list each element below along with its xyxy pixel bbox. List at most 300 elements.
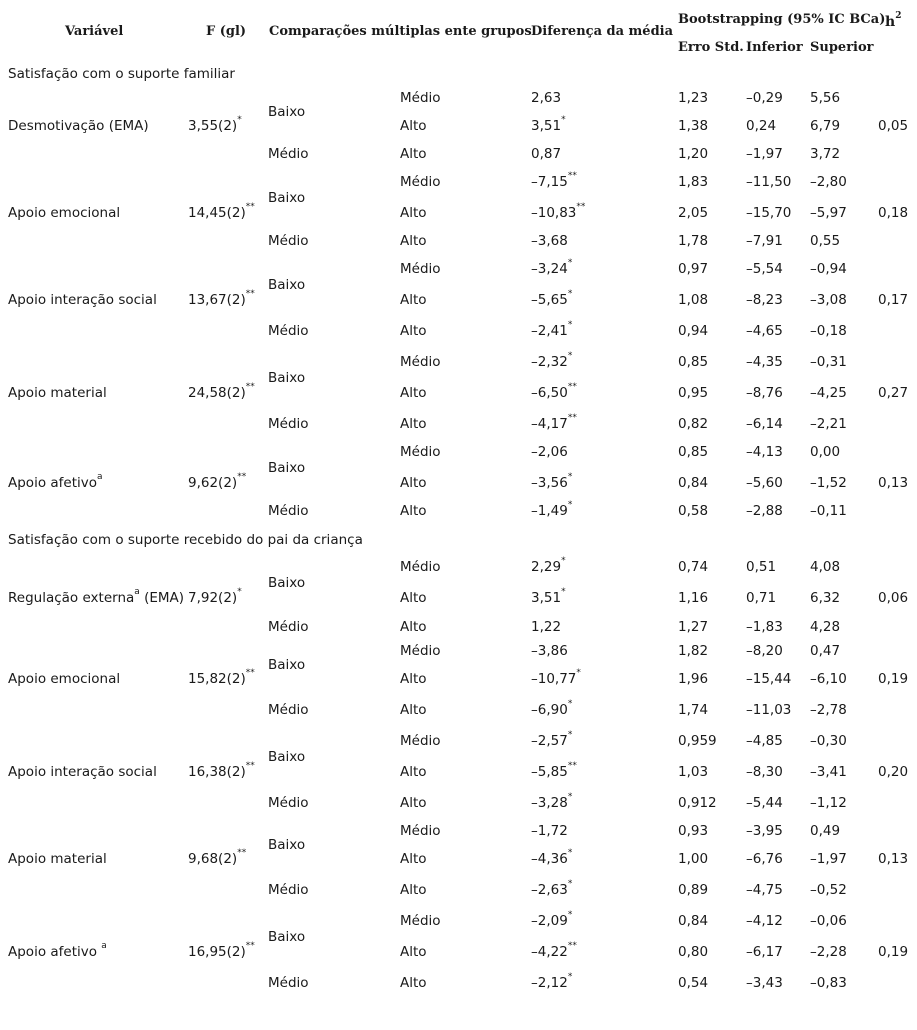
header-f-gl: F (gl) bbox=[206, 24, 247, 39]
comparison-label: Alto bbox=[400, 851, 427, 867]
variable-name-text: Apoio material bbox=[8, 385, 107, 401]
variable-name bbox=[8, 472, 103, 491]
header-variavel: Variável bbox=[65, 24, 124, 39]
mean-difference-significance: * bbox=[561, 587, 566, 597]
f-value bbox=[188, 848, 247, 867]
header-bootstrapping: Bootstrapping (95% IC BCa) bbox=[678, 12, 886, 27]
f-significance: ** bbox=[237, 472, 247, 482]
mean-difference bbox=[531, 351, 573, 370]
comparison-label: Alto bbox=[400, 503, 427, 519]
std-error: 0,89 bbox=[678, 882, 709, 898]
ci-upper: –2,80 bbox=[810, 174, 847, 190]
ci-upper: –4,25 bbox=[810, 385, 847, 401]
ci-upper: 0,55 bbox=[810, 233, 841, 249]
group-label: Baixo bbox=[268, 104, 306, 120]
comparison-label: Médio bbox=[400, 913, 441, 929]
f-value-text: 7,92(2) bbox=[188, 590, 238, 606]
mean-difference bbox=[531, 879, 573, 898]
std-error: 1,00 bbox=[678, 851, 709, 867]
variable-name-footnote: a bbox=[101, 941, 107, 951]
mean-difference bbox=[531, 146, 561, 162]
std-error: 2,05 bbox=[678, 205, 709, 221]
mean-difference-value: –2,63 bbox=[531, 882, 568, 898]
mean-difference-value: –7,15 bbox=[531, 174, 568, 190]
group-label: Baixo bbox=[268, 575, 306, 591]
f-value bbox=[188, 668, 255, 687]
variable-name-text: Regulação externa bbox=[8, 590, 135, 606]
mean-difference bbox=[531, 699, 573, 718]
mean-difference-significance: ** bbox=[576, 202, 586, 212]
ci-upper: 0,47 bbox=[810, 643, 841, 659]
ci-lower: –8,30 bbox=[746, 764, 783, 780]
comparison-label: Médio bbox=[400, 733, 441, 749]
mean-difference-value: –3,28 bbox=[531, 795, 568, 811]
std-error: 0,959 bbox=[678, 733, 717, 749]
comparison-label: Alto bbox=[400, 416, 427, 432]
mean-difference-value: –4,17 bbox=[531, 416, 568, 432]
mean-difference-value: –4,22 bbox=[531, 944, 568, 960]
comparison-label: Alto bbox=[400, 205, 427, 221]
ci-lower: –4,65 bbox=[746, 323, 783, 339]
mean-difference bbox=[531, 643, 568, 659]
comparison-label: Alto bbox=[400, 590, 427, 606]
comparison-label: Alto bbox=[400, 702, 427, 718]
ci-upper: 4,08 bbox=[810, 559, 841, 575]
group-label: Baixo bbox=[268, 749, 306, 765]
std-error: 1,38 bbox=[678, 118, 709, 134]
header-eta-exp: 2 bbox=[895, 11, 902, 21]
group-label: Baixo bbox=[268, 929, 306, 945]
ci-upper: 0,49 bbox=[810, 823, 841, 839]
comparison-label: Médio bbox=[400, 174, 441, 190]
comparison-label: Alto bbox=[400, 944, 427, 960]
ci-lower: –5,54 bbox=[746, 261, 783, 277]
mean-difference-value: –6,90 bbox=[531, 702, 568, 718]
mean-difference-value: 2,29 bbox=[531, 559, 562, 575]
variable-name-text: Apoio emocional bbox=[8, 671, 121, 687]
variable-name-text: Apoio material bbox=[8, 851, 107, 867]
mean-difference-value: –1,49 bbox=[531, 503, 568, 519]
mean-difference-significance: ** bbox=[567, 941, 577, 951]
f-value-text: 3,55(2) bbox=[188, 118, 238, 134]
f-value-text: 16,38(2) bbox=[188, 764, 246, 780]
mean-difference-value: –6,50 bbox=[531, 385, 568, 401]
comparison-label: Médio bbox=[400, 643, 441, 659]
ci-lower: –6,17 bbox=[746, 944, 783, 960]
variable-name bbox=[8, 385, 107, 401]
f-value-text: 24,58(2) bbox=[188, 385, 246, 401]
std-error: 1,78 bbox=[678, 233, 709, 249]
ci-lower: –4,85 bbox=[746, 733, 783, 749]
variable-name bbox=[8, 941, 107, 960]
mean-difference-significance: * bbox=[567, 351, 573, 361]
mean-difference-value: –4,36 bbox=[531, 851, 568, 867]
ci-upper: –3,08 bbox=[810, 292, 847, 308]
mean-difference-value: –2,06 bbox=[531, 444, 568, 460]
variable-name-text: Desmotivação (EMA) bbox=[8, 118, 149, 134]
group-label: Baixo bbox=[268, 370, 306, 386]
ci-lower: –11,50 bbox=[746, 174, 792, 190]
f-value-text: 15,82(2) bbox=[188, 671, 246, 687]
group-label: Médio bbox=[268, 795, 309, 811]
ci-lower: –15,70 bbox=[746, 205, 792, 221]
header-eta-base: h bbox=[885, 14, 896, 30]
ci-lower: –1,83 bbox=[746, 619, 783, 635]
mean-difference-significance: ** bbox=[567, 171, 577, 181]
mean-difference-value: –10,77 bbox=[531, 671, 577, 687]
ci-lower: –2,88 bbox=[746, 503, 783, 519]
comparison-label: Alto bbox=[400, 233, 427, 249]
ci-upper: –0,52 bbox=[810, 882, 847, 898]
mean-difference-value: –3,86 bbox=[531, 643, 568, 659]
mean-difference bbox=[531, 941, 577, 960]
comparison-label: Médio bbox=[400, 823, 441, 839]
mean-difference bbox=[531, 320, 573, 339]
ci-lower: –8,23 bbox=[746, 292, 783, 308]
f-significance: ** bbox=[245, 761, 255, 771]
comparison-label: Alto bbox=[400, 795, 427, 811]
ci-upper: –3,41 bbox=[810, 764, 847, 780]
mean-difference bbox=[531, 619, 561, 635]
mean-difference-value: –3,56 bbox=[531, 475, 568, 491]
eta-squared-value: 0,19 bbox=[878, 671, 909, 687]
mean-difference bbox=[531, 500, 573, 519]
eta-squared-value: 0,27 bbox=[878, 385, 909, 401]
comparison-label: Alto bbox=[400, 118, 427, 134]
mean-difference bbox=[531, 444, 568, 460]
std-error: 1,23 bbox=[678, 90, 709, 106]
group-label: Médio bbox=[268, 233, 309, 249]
mean-difference-significance: * bbox=[567, 699, 573, 709]
std-error: 0,912 bbox=[678, 795, 717, 811]
mean-difference-value: –2,57 bbox=[531, 733, 568, 749]
std-error: 0,82 bbox=[678, 416, 709, 432]
std-error: 0,58 bbox=[678, 503, 709, 519]
mean-difference bbox=[531, 413, 577, 432]
eta-squared-value: 0,20 bbox=[878, 764, 909, 780]
ci-upper: –1,12 bbox=[810, 795, 847, 811]
f-value-text: 9,68(2) bbox=[188, 851, 238, 867]
group-label: Médio bbox=[268, 416, 309, 432]
eta-squared-value: 0,06 bbox=[878, 590, 909, 606]
f-significance: ** bbox=[245, 289, 255, 299]
comparison-label: Alto bbox=[400, 882, 427, 898]
group-label: Baixo bbox=[268, 837, 306, 853]
group-label: Médio bbox=[268, 702, 309, 718]
mean-difference bbox=[531, 761, 577, 780]
f-value-text: 14,45(2) bbox=[188, 205, 246, 221]
std-error: 0,74 bbox=[678, 559, 709, 575]
ci-lower: –11,03 bbox=[746, 702, 792, 718]
std-error: 0,95 bbox=[678, 385, 709, 401]
mean-difference-significance: * bbox=[567, 879, 573, 889]
std-error: 1,96 bbox=[678, 671, 709, 687]
std-error: 0,80 bbox=[678, 944, 709, 960]
mean-difference bbox=[531, 115, 566, 134]
ci-lower: 0,71 bbox=[746, 590, 777, 606]
std-error: 1,83 bbox=[678, 174, 709, 190]
ci-upper: 0,00 bbox=[810, 444, 841, 460]
ci-lower: 0,24 bbox=[746, 118, 777, 134]
std-error: 1,27 bbox=[678, 619, 709, 635]
mean-difference bbox=[531, 668, 581, 687]
header-superior: Superior bbox=[810, 40, 874, 55]
eta-squared-value: 0,05 bbox=[878, 118, 909, 134]
ci-upper: –0,30 bbox=[810, 733, 847, 749]
variable-name-suffix: (EMA) bbox=[139, 590, 185, 606]
comparison-label: Médio bbox=[400, 354, 441, 370]
mean-difference-value: 1,22 bbox=[531, 619, 562, 635]
comparison-label: Alto bbox=[400, 764, 427, 780]
mean-difference bbox=[531, 472, 573, 491]
ci-upper: –0,18 bbox=[810, 323, 847, 339]
ci-lower: 0,51 bbox=[746, 559, 777, 575]
ci-upper: 3,72 bbox=[810, 146, 841, 162]
mean-difference-value: –1,72 bbox=[531, 823, 568, 839]
mean-difference-significance: * bbox=[567, 730, 573, 740]
ci-lower: –3,95 bbox=[746, 823, 783, 839]
group-label: Médio bbox=[268, 882, 309, 898]
ci-upper: –0,94 bbox=[810, 261, 847, 277]
mean-difference-significance: * bbox=[567, 910, 573, 920]
eta-squared-value: 0,18 bbox=[878, 205, 909, 221]
comparison-label: Alto bbox=[400, 619, 427, 635]
f-value bbox=[188, 202, 255, 221]
mean-difference-value: –2,09 bbox=[531, 913, 568, 929]
ci-lower: –4,35 bbox=[746, 354, 783, 370]
comparison-label: Alto bbox=[400, 671, 427, 687]
mean-difference-significance: * bbox=[567, 500, 573, 510]
ci-upper: 5,56 bbox=[810, 90, 841, 106]
ci-lower: –6,14 bbox=[746, 416, 783, 432]
mean-difference bbox=[531, 556, 566, 575]
mean-difference-significance: * bbox=[567, 972, 573, 982]
mean-difference-value: 3,51 bbox=[531, 118, 562, 134]
f-value bbox=[188, 761, 255, 780]
eta-squared-value: 0,17 bbox=[878, 292, 909, 308]
header-diferenca: Diferença da média bbox=[531, 24, 674, 39]
mean-difference-significance: * bbox=[561, 556, 566, 566]
mean-difference-value: –2,41 bbox=[531, 323, 568, 339]
std-error: 1,82 bbox=[678, 643, 709, 659]
variable-name bbox=[8, 587, 185, 606]
ci-upper: 6,79 bbox=[810, 118, 841, 134]
ci-lower: –3,43 bbox=[746, 975, 783, 991]
variable-name bbox=[8, 851, 107, 867]
f-significance: * bbox=[237, 115, 242, 125]
group-label: Médio bbox=[268, 619, 309, 635]
mean-difference bbox=[531, 730, 573, 749]
std-error: 0,93 bbox=[678, 823, 709, 839]
ci-lower: –6,76 bbox=[746, 851, 783, 867]
comparison-label: Médio bbox=[400, 261, 441, 277]
eta-squared-value: 0,13 bbox=[878, 475, 909, 491]
mean-difference bbox=[531, 90, 561, 106]
ci-upper: –1,97 bbox=[810, 851, 847, 867]
ci-upper: –0,11 bbox=[810, 503, 847, 519]
std-error: 1,03 bbox=[678, 764, 709, 780]
group-label: Médio bbox=[268, 975, 309, 991]
variable-name bbox=[8, 292, 157, 308]
variable-name-text: Apoio afetivo bbox=[8, 944, 102, 960]
variable-name bbox=[8, 764, 157, 780]
comparison-label: Alto bbox=[400, 475, 427, 491]
ci-upper: –1,52 bbox=[810, 475, 847, 491]
comparison-label: Médio bbox=[400, 559, 441, 575]
std-error: 0,85 bbox=[678, 354, 709, 370]
f-significance: ** bbox=[245, 668, 255, 678]
mean-difference bbox=[531, 910, 573, 929]
ci-upper: –2,21 bbox=[810, 416, 847, 432]
mean-difference bbox=[531, 289, 573, 308]
std-error: 1,16 bbox=[678, 590, 709, 606]
mean-difference-significance: * bbox=[567, 258, 573, 268]
mean-difference-significance: * bbox=[567, 792, 573, 802]
f-significance: * bbox=[237, 587, 242, 597]
mean-difference-significance: * bbox=[576, 668, 581, 678]
ci-lower: –0,29 bbox=[746, 90, 783, 106]
mean-difference bbox=[531, 382, 577, 401]
mean-difference bbox=[531, 792, 573, 811]
f-value bbox=[188, 382, 255, 401]
ci-lower: –1,97 bbox=[746, 146, 783, 162]
comparison-label: Médio bbox=[400, 444, 441, 460]
std-error: 1,20 bbox=[678, 146, 709, 162]
comparison-label: Alto bbox=[400, 385, 427, 401]
f-significance: ** bbox=[245, 941, 255, 951]
mean-difference bbox=[531, 823, 568, 839]
header-eta-squared bbox=[885, 11, 902, 30]
comparison-label: Médio bbox=[400, 90, 441, 106]
ci-lower: –5,60 bbox=[746, 475, 783, 491]
comparison-label: Alto bbox=[400, 292, 427, 308]
f-significance: ** bbox=[245, 202, 255, 212]
mean-difference-value: –5,65 bbox=[531, 292, 568, 308]
ci-upper: –0,31 bbox=[810, 354, 847, 370]
mean-difference bbox=[531, 587, 566, 606]
header-inferior: Inferior bbox=[746, 40, 803, 55]
eta-squared-value: 0,19 bbox=[878, 944, 909, 960]
mean-difference-value: 3,51 bbox=[531, 590, 562, 606]
ci-upper: –2,78 bbox=[810, 702, 847, 718]
mean-difference-value: –5,85 bbox=[531, 764, 568, 780]
header-comparacoes: Comparações múltiplas ente grupos bbox=[269, 24, 532, 39]
mean-difference-value: –3,24 bbox=[531, 261, 568, 277]
mean-difference bbox=[531, 233, 568, 249]
ci-lower: –8,20 bbox=[746, 643, 783, 659]
group-label: Baixo bbox=[268, 657, 306, 673]
ci-lower: –8,76 bbox=[746, 385, 783, 401]
f-value bbox=[188, 941, 255, 960]
ci-upper: –2,28 bbox=[810, 944, 847, 960]
section-title: Satisfação com o suporte recebido do pai da criança bbox=[8, 532, 363, 548]
mean-difference-significance: * bbox=[567, 848, 573, 858]
ci-upper: –0,83 bbox=[810, 975, 847, 991]
f-significance: ** bbox=[245, 382, 255, 392]
f-value bbox=[188, 472, 247, 491]
mean-difference-value: –10,83 bbox=[531, 205, 577, 221]
f-value-text: 16,95(2) bbox=[188, 944, 246, 960]
group-label: Médio bbox=[268, 146, 309, 162]
f-value-text: 13,67(2) bbox=[188, 292, 246, 308]
std-error: 1,74 bbox=[678, 702, 709, 718]
ci-upper: 6,32 bbox=[810, 590, 841, 606]
std-error: 0,84 bbox=[678, 475, 709, 491]
mean-difference-significance: * bbox=[567, 472, 573, 482]
variable-name-text: Apoio afetivo bbox=[8, 475, 97, 491]
mean-difference-significance: ** bbox=[567, 413, 577, 423]
ci-upper: 4,28 bbox=[810, 619, 841, 635]
ci-lower: –5,44 bbox=[746, 795, 783, 811]
std-error: 0,94 bbox=[678, 323, 709, 339]
mean-difference-significance: * bbox=[567, 320, 573, 330]
mean-difference-significance: ** bbox=[567, 761, 577, 771]
std-error: 0,85 bbox=[678, 444, 709, 460]
comparison-label: Alto bbox=[400, 975, 427, 991]
ci-lower: –4,75 bbox=[746, 882, 783, 898]
ci-upper: –5,97 bbox=[810, 205, 847, 221]
variable-name-text: Apoio interação social bbox=[8, 764, 157, 780]
mean-difference-value: –3,68 bbox=[531, 233, 568, 249]
mean-difference bbox=[531, 202, 586, 221]
f-value-text: 9,62(2) bbox=[188, 475, 238, 491]
ci-lower: –4,13 bbox=[746, 444, 783, 460]
std-error: 1,08 bbox=[678, 292, 709, 308]
ci-upper: –6,10 bbox=[810, 671, 847, 687]
group-label: Médio bbox=[268, 323, 309, 339]
ci-lower: –7,91 bbox=[746, 233, 783, 249]
group-label: Baixo bbox=[268, 460, 306, 476]
f-value bbox=[188, 587, 242, 606]
group-label: Baixo bbox=[268, 190, 306, 206]
comparison-label: Alto bbox=[400, 323, 427, 339]
mean-difference bbox=[531, 171, 577, 190]
section-title: Satisfação com o suporte familiar bbox=[8, 66, 235, 82]
variable-name-footnote: a bbox=[97, 472, 103, 482]
std-error: 0,84 bbox=[678, 913, 709, 929]
header-erro-std: Erro Std. bbox=[678, 40, 744, 55]
mean-difference-significance: * bbox=[567, 289, 573, 299]
mean-difference bbox=[531, 258, 573, 277]
variable-name bbox=[8, 205, 120, 221]
mean-difference bbox=[531, 972, 573, 991]
variable-name bbox=[8, 671, 120, 687]
f-value bbox=[188, 289, 255, 308]
std-error: 0,54 bbox=[678, 975, 709, 991]
mean-difference-value: 0,87 bbox=[531, 146, 562, 162]
group-label: Baixo bbox=[268, 277, 306, 293]
variable-name-text: Apoio interação social bbox=[8, 292, 157, 308]
mean-difference-significance: * bbox=[561, 115, 566, 125]
mean-difference bbox=[531, 848, 573, 867]
mean-difference-value: 2,63 bbox=[531, 90, 562, 106]
std-error: 0,97 bbox=[678, 261, 709, 277]
mean-difference-significance: ** bbox=[567, 382, 577, 392]
variable-name-footnote: a bbox=[134, 587, 140, 597]
ci-lower: –15,44 bbox=[746, 671, 792, 687]
eta-squared-value: 0,13 bbox=[878, 851, 909, 867]
comparison-label: Alto bbox=[400, 146, 427, 162]
ci-upper: –0,06 bbox=[810, 913, 847, 929]
mean-difference-value: –2,32 bbox=[531, 354, 568, 370]
variable-name bbox=[8, 118, 149, 134]
mean-difference-value: –2,12 bbox=[531, 975, 568, 991]
group-label: Médio bbox=[268, 503, 309, 519]
f-significance: ** bbox=[237, 848, 247, 858]
ci-lower: –4,12 bbox=[746, 913, 783, 929]
f-value bbox=[188, 115, 242, 134]
variable-name-text: Apoio emocional bbox=[8, 205, 121, 221]
